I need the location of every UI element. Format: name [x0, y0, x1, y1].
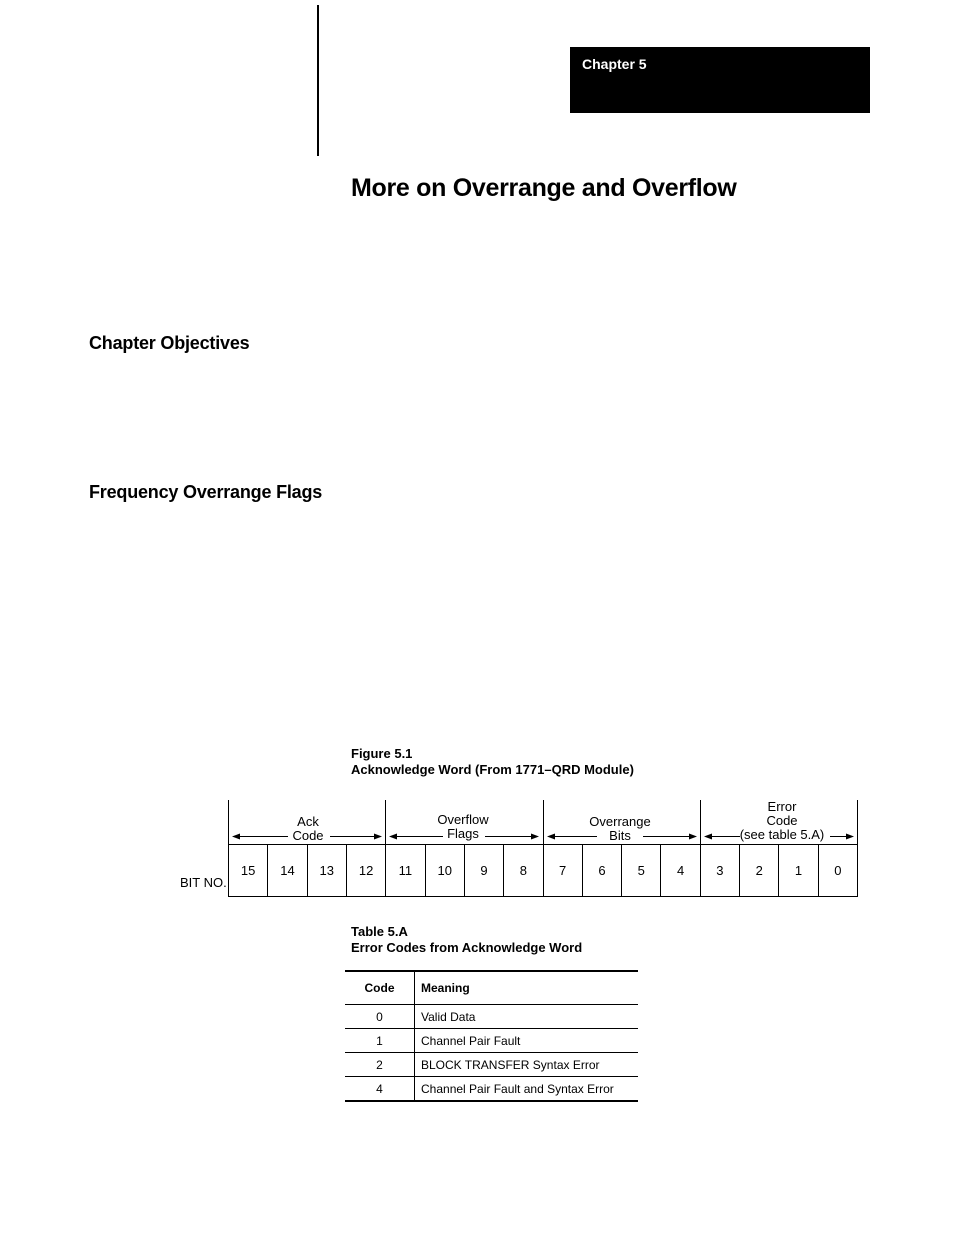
meaning-cell: BLOCK TRANSFER Syntax Error	[415, 1053, 639, 1077]
group-label-error-code: Error Code (see table 5.A)	[739, 799, 825, 842]
table-row	[345, 1005, 638, 1029]
bit-cells	[228, 844, 858, 897]
column-header-code: Code	[345, 971, 415, 1005]
meaning-cell: Valid Data	[415, 1005, 639, 1029]
bit-cell: 10	[425, 845, 464, 896]
margin-rule	[317, 5, 319, 156]
bit-cell: 2	[739, 845, 778, 896]
section-heading-objectives: Chapter Objectives	[89, 333, 250, 353]
figure-title: Acknowledge Word (From 1771–QRD Module)	[351, 762, 634, 777]
table-row	[345, 1077, 638, 1102]
group-label-overflow-flags: Overflow Flags	[437, 812, 489, 841]
bit-cell: 4	[660, 845, 699, 896]
group-divider	[543, 800, 544, 845]
figure-number: Figure 5.1	[351, 746, 413, 761]
meaning-cell: Channel Pair Fault and Syntax Error	[415, 1077, 639, 1102]
table-number: Table 5.A	[351, 924, 408, 939]
bit-cell: 1	[778, 845, 817, 896]
bit-number-label: BIT NO.	[180, 875, 227, 890]
column-header-meaning: Meaning	[415, 971, 639, 1005]
page-title: More on Overrange and Overflow	[351, 174, 737, 202]
table-caption	[351, 924, 582, 956]
section-heading-frequency-overrange: Frequency Overrange Flags	[89, 482, 323, 502]
group-label-overrange-bits: Overrange Bits	[589, 814, 651, 843]
bit-cell: 12	[346, 845, 385, 896]
group-divider	[700, 800, 701, 845]
table-row	[345, 1053, 638, 1077]
bit-cell: 8	[503, 845, 542, 896]
bit-cell: 13	[307, 845, 346, 896]
bit-cell: 9	[464, 845, 503, 896]
bit-cell: 14	[267, 845, 306, 896]
bit-cell: 11	[385, 845, 424, 896]
chapter-label: Chapter 5	[582, 56, 647, 72]
code-cell: 4	[345, 1077, 415, 1102]
code-cell: 2	[345, 1053, 415, 1077]
table-header-row	[345, 971, 638, 1005]
bit-cell: 0	[818, 845, 857, 896]
meaning-cell: Channel Pair Fault	[415, 1029, 639, 1053]
bit-cell: 6	[582, 845, 621, 896]
code-cell: 0	[345, 1005, 415, 1029]
group-divider	[857, 800, 858, 845]
table-title: Error Codes from Acknowledge Word	[351, 940, 583, 955]
figure-caption	[351, 746, 634, 778]
bit-cell: 5	[621, 845, 660, 896]
group-label-ack-code: Ack Code	[292, 814, 324, 843]
table-row	[345, 1029, 638, 1053]
bit-cell: 3	[700, 845, 739, 896]
group-divider	[385, 800, 386, 845]
error-codes-table	[345, 970, 638, 1102]
bit-cell: 15	[240, 863, 256, 878]
acknowledge-word-diagram	[228, 800, 858, 898]
group-divider	[228, 800, 229, 845]
chapter-tab	[570, 47, 870, 113]
bit-cell: 7	[543, 845, 582, 896]
code-cell: 1	[345, 1029, 415, 1053]
